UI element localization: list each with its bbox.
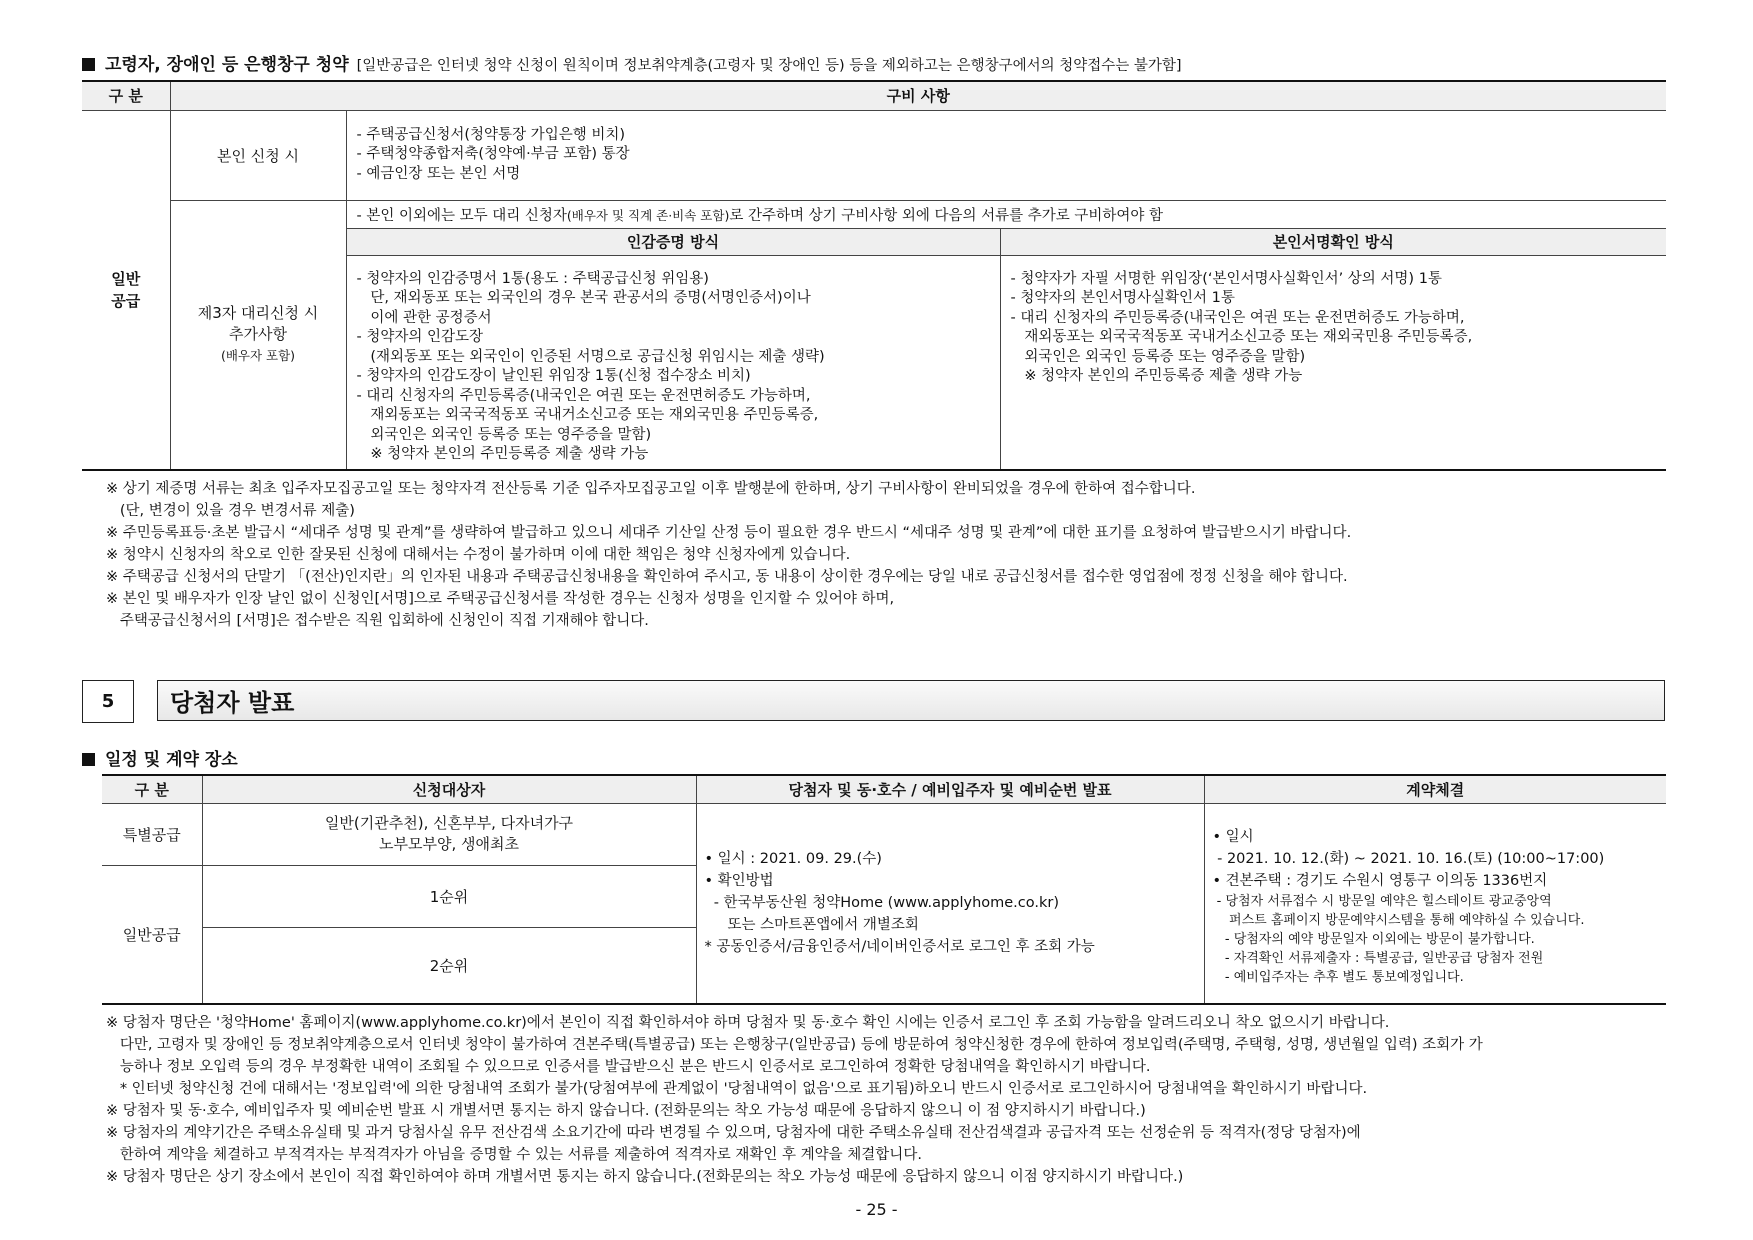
section-banner-winner-announcement: [157, 680, 1665, 721]
proxy-apply-label: [170, 200, 346, 470]
self-apply-items: - 주택공급신청서(청약통장 가입은행 비치) - 주택청약종합저축(청약예·부금 포함) 통장 - 예금인장 또는 본인 서명: [346, 110, 1666, 200]
self-apply-label: 본인 신청 시: [170, 110, 346, 200]
group-label-general: 일반 공급: [82, 110, 170, 470]
square-bullet-icon: [82, 58, 95, 71]
section-header-schedule: [82, 745, 246, 770]
section-note: [일반공급은 인터넷 청약 신청이 원칙이며 정보취약계층(고령자 및 장애인 등) 등을 제외하고는 은행창구에서의 청약접수는 불가함]: [356, 58, 1182, 74]
proxy-label-text: 제3자 대리신청 시 추가사항: [197, 304, 319, 343]
schedule-table: [102, 774, 1666, 1005]
header-category: 구 분: [102, 775, 202, 803]
header-targets: 신청대상자: [202, 775, 696, 803]
general-supply-label: 일반공급: [102, 865, 202, 1004]
proxy-intro-a: - 본인 이외에는 모두 대리 신청자: [356, 207, 567, 224]
contract-info: [1204, 803, 1666, 1004]
rank2-label: 2순위: [202, 927, 696, 1004]
announcement-info: [696, 803, 1204, 1004]
contract-main-text: • 일시 - 2021. 10. 12.(화) ~ 2021. 10. 16.(토) (10:00~17:00) • 견본주택 : 경기도 수원시 영통구 이의동 1336번지: [1212, 828, 1605, 889]
proxy-intro-b: 로 간주하며 상기 구비사항 외에 다음의 서류를 추가로 구비하여야 함: [729, 207, 1164, 224]
header-category: 구 분: [82, 81, 170, 110]
section-number-badge: 5: [82, 680, 134, 723]
proxy-intro: [346, 200, 1666, 228]
square-bullet-icon: [82, 753, 95, 766]
section-header-bank: [82, 50, 1182, 75]
page-number: - 25 -: [855, 1200, 898, 1219]
notes-winner: ※ 당첨자 명단은 '청약Home' 홈페이지(www.applyhome.co.kr)에서 본인이 직접 확인하셔야 하며 당첨자 및 동·호수 확인 시에는 인증서 로그인 후 조회 가능함을 알려드리오니 착오 없으시기 바랍니다. 다만, 고령자 및 장애인 등 정보취약계층으로서 인터넷 청약이 불가하여 견본주택(특별공급) 또는 은행창구(일반공급) 등에 방문하여 청약신청한 경우에 한하여 정보입력(주택명, 주택형, 성명, 생년월일 입력) 조회가 가 능하나 정보 오입력 등의 경우 부정확한 내역이 조회될 수 있으므로 인증서를 발급받으신 분은 반드시 인증서로 로그인하여 정확한 당첨내역을 확인하시기 바랍니다. * 인터넷 청약신청 건에 대해서는 '정보입력'에 의한 당첨내역 조회가 불가(당첨여부에 관계없이 '당첨내역이 없음'으로 표기됨)하오니 반드시 인증서로 로그인하시어 당첨내역을 확인하시기 바랍니다. ※ 당첨자 및 동·호수, 예비입주자 및 예비순번 발표 시 개별서면 통지는 하지 않습니다. (전화문의는 착오 가능성 때문에 응답하지 않으니 이 점 양지하시기 바랍니다.) ※ 당첨자의 계약기간은 주택소유실태 및 과거 당첨사실 유무 전산검색 소요기간에 따라 변경될 수 있으며, 당첨자에 대한 주택소유실태 전산검색결과 공급자격 또는 선정순위 등 적격자(정당 당첨자)에 한하여 계약을 체결하고 부적격자는 부적격자가 아님을 증명할 수 있는 서류를 제출하여 적격자로 재확인 후 계약을 체결합니다. ※ 당첨자 명단은 상기 장소에서 본인이 직접 확인하여야 하며 개별서면 통지는 하지 않습니다.(전화문의는 착오 가능성 때문에 응답하지 않으니 이점 양지하시기 바랍니다.): [106, 1015, 1483, 1185]
sign-method-items: - 청약자가 자필 서명한 위임장(‘본인서명사실확인서’ 상의 서명) 1통 - 청약자의 본인서명사실확인서 1통 - 대리 신청자의 주민등록증(내국인은 여권 또는 운전면허증도 가능하며, 재외동포는 외국국적동포 국내거소신고증 또는 재외국민용 주민등록증, 외국인은 외국인 등록증 또는 영주증을 말함) ※ 청약자 본인의 주민등록증 제출 생략 가능: [1000, 255, 1666, 470]
col-sign-method: 본인서명확인 방식: [1000, 228, 1666, 255]
required-documents-table: [82, 80, 1666, 471]
proxy-label-sub: (배우자 포함): [220, 348, 296, 363]
contract-sub-text: - 당첨자 서류접수 시 방문일 예약은 힐스테이트 광교중앙역 퍼스트 홈페이지 방문예약시스템을 통해 예약하실 수 있습니다. - 당첨자의 예약 방문일자 이외에는 방문이 불가합니다. - 자격확인 서류제출자 : 특별공급, 일반공급 당첨자 전원 - 예비입주자는 추후 별도 통보예정입니다.: [1216, 893, 1585, 985]
notes-documents: ※ 상기 제증명 서류는 최초 입주자모집공고일 또는 청약자격 전산등록 기준 입주자모집공고일 이후 발행분에 한하며, 상기 구비사항이 완비되었을 경우에 한하여 접수합니다. (단, 변경이 있을 경우 변경서류 제출) ※ 주민등록표등·초본 발급시 “세대주 성명 및 관계”를 생략하여 발급하고 있으니 세대주 기산일 산정 등이 필요한 경우 반드시 “세대주 성명 및 관계”에 대한 표기를 요청하여 발급받으시기 바랍니다. ※ 청약시 신청자의 착오로 인한 잘못된 신청에 대해서는 수정이 불가하며 이에 대한 책임은 청약 신청자에게 있습니다. ※ 주택공급 신청서의 단말기 「(전산)인지란」의 인자된 내용과 주택공급신청내용을 확인하여 주시고, 동 내용이 상이한 경우에는 당일 내로 공급신청서를 접수한 영업점에 정정 신청을 해야 합니다. ※ 본인 및 배우자가 인장 날인 없이 신청인[서명]으로 주택공급신청서를 작성한 경우는 신청자 성명을 인지할 수 있어야 하며, 주택공급신청서의 [서명]은 접수받은 직원 입회하에 신청인이 직접 기재해야 합니다.: [106, 481, 1352, 629]
special-supply-targets: 일반(기관추천), 신혼부부, 다자녀가구 노부모부양, 생애최초: [202, 803, 696, 865]
col-seal-method: 인감증명 방식: [346, 228, 1000, 255]
section-banner-title: 당첨자 발표: [170, 689, 295, 717]
proxy-intro-small: (배우자 및 직계 존·비속 포함): [566, 207, 730, 223]
schedule-title: 일정 및 계약 장소: [105, 750, 238, 770]
special-supply-label: 특별공급: [102, 803, 202, 865]
header-items: 구비 사항: [170, 81, 1666, 110]
rank1-label: 1순위: [202, 865, 696, 927]
seal-method-items: - 청약자의 인감증명서 1통(용도 : 주택공급신청 위임용) 단, 재외동포 또는 외국인의 경우 본국 관공서의 증명(서명인증서)이나 이에 관한 공정증서 - 청약자의 인감도장 (재외동포 또는 외국인이 인증된 서명으로 공급신청 위임시는 제출 생략) - 청약자의 인감도장이 날인된 위임장 1통(신청 접수장소 비치) - 대리 신청자의 주민등록증(내국인은 여권 또는 운전면허증도 가능하며, 재외동포는 외국국적동포 국내거소신고증 또는 재외국민용 주민등록증, 외국인은 외국인 등록증 또는 영주증을 말함) ※ 청약자 본인의 주민등록증 제출 생략 가능: [346, 255, 1000, 470]
section-title: 고령자, 장애인 등 은행창구 청약: [105, 55, 349, 75]
header-announcement: 당첨자 및 동·호수 / 예비입주자 및 예비순번 발표: [696, 775, 1204, 803]
announcement-text: • 일시 : 2021. 09. 29.(수) • 확인방법 - 한국부동산원 청약Home (www.applyhome.co.kr) 또는 스마트폰앱에서 개별조회 * 공동인증서/금융인증서/네이버인증서로 로그인 후 조회 가능: [704, 851, 1095, 956]
header-contract: 계약체결: [1204, 775, 1666, 803]
